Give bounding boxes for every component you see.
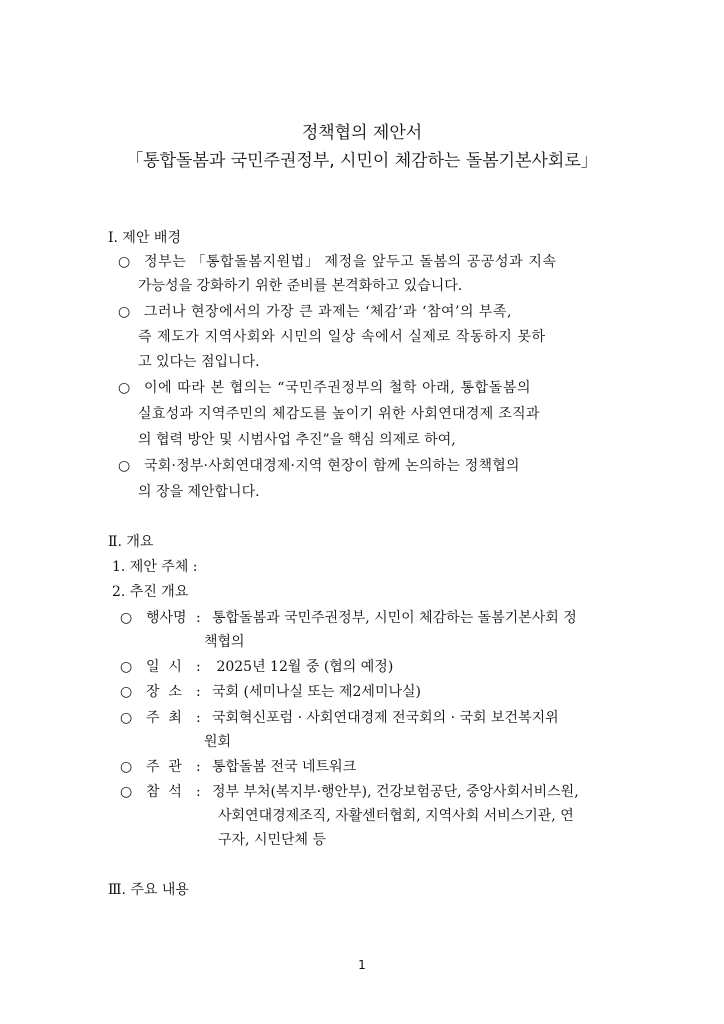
overview-row-value-organizer: 통합돌봄 전국 네트워크: [212, 759, 357, 775]
overview-row-mark: ○: [120, 659, 133, 675]
overview-row-value-venue: 국회 (세미나실 또는 제2세미나실): [212, 684, 421, 700]
bullet-1-line-1: 정부는 「통합돌봄지원법」 제정을 앞두고 돌봄의 공공성과 지속: [144, 254, 557, 270]
overview-row-mark: ○: [120, 610, 133, 626]
overview-item-1: 1. 제안 주체 :: [112, 559, 198, 575]
overview-row-colon: :: [196, 759, 201, 775]
bullet-3-line-2: 실효성과 지역주민의 체감도를 높이기 위한 사회연대경제 조직과: [138, 406, 540, 422]
document-title: 정책협의 제안서: [301, 123, 423, 143]
overview-row-value-host: 국회혁신포럼 · 사회연대경제 전국회의 · 국회 보건복지위: [212, 710, 559, 726]
document-subtitle: 「통합돌봄과 국민주권정부, 시민이 체감하는 돌봄기본사회로」: [126, 151, 598, 171]
overview-row-colon: :: [196, 784, 201, 800]
overview-row-value-date: 2025년 12월 중 (협의 예정): [212, 659, 394, 675]
overview-row-colon: :: [196, 684, 201, 700]
bullet-3-mark: ○: [118, 380, 131, 396]
overview-row-colon: :: [196, 659, 201, 675]
bullet-2-line-2: 즉 제도가 지역사회와 시민의 일상 속에서 실제로 작동하지 못하: [138, 329, 546, 345]
overview-row-mark: ○: [120, 710, 133, 726]
section-2-heading: Ⅱ. 개요: [108, 534, 154, 550]
overview-row-colon: :: [196, 710, 201, 726]
overview-row-mark: ○: [120, 784, 133, 800]
bullet-2-line-1: 그러나 현장에서의 가장 큰 과제는 ‘체감’과 ‘참여’의 부족,: [144, 304, 512, 320]
bullet-2-line-3: 고 있다는 점입니다.: [138, 354, 260, 370]
overview-row-value-attendees-cont-1: 사회연대경제조직, 자활센터협회, 지역사회 서비스기관, 연: [218, 808, 574, 824]
overview-row-label-host: 주 최: [146, 710, 182, 726]
overview-row-colon: :: [196, 610, 201, 626]
page-number: 1: [358, 958, 366, 972]
bullet-3-line-3: 의 협력 방안 및 시범사업 추진”을 핵심 의제로 하여,: [138, 432, 456, 448]
overview-row-value-event-cont: 책협의: [204, 634, 245, 650]
section-3-heading: Ⅲ. 주요 내용: [108, 882, 189, 898]
overview-row-value-event: 통합돌봄과 국민주권정부, 시민이 체감하는 돌봄기본사회 정: [212, 610, 577, 626]
overview-row-mark: ○: [120, 759, 133, 775]
overview-row-label-organizer: 주 관: [146, 759, 182, 775]
section-1-heading: Ⅰ. 제안 배경: [108, 230, 181, 246]
bullet-4-line-2: 의 장을 제안합니다.: [138, 484, 260, 500]
bullet-4-line-1: 국회·정부·사회연대경제·지역 현장이 함께 논의하는 정책협의: [144, 458, 520, 474]
bullet-1-mark: ○: [118, 254, 131, 270]
bullet-3-line-1: 이에 따라 본 협의는 “국민주권정부의 철학 아래, 통합돌봄의: [144, 380, 532, 396]
overview-row-label-venue: 장 소: [146, 684, 182, 700]
bullet-4-mark: ○: [118, 458, 131, 474]
overview-row-mark: ○: [120, 684, 133, 700]
bullet-2-mark: ○: [118, 304, 131, 320]
overview-row-label-date: 일 시: [146, 659, 182, 675]
overview-row-label-event: 행사명: [146, 610, 187, 626]
overview-item-2: 2. 추진 개요: [112, 584, 189, 600]
overview-row-value-attendees: 정부 부처(복지부·행안부), 건강보험공단, 중앙사회서비스원,: [212, 784, 579, 800]
overview-row-label-attendees: 참 석: [146, 784, 182, 800]
bullet-1-line-2: 가능성을 강화하기 위한 준비를 본격화하고 있습니다.: [138, 278, 463, 294]
overview-row-value-host-cont: 원회: [204, 734, 232, 750]
overview-row-value-attendees-cont-2: 구자, 시민단체 등: [218, 832, 327, 848]
